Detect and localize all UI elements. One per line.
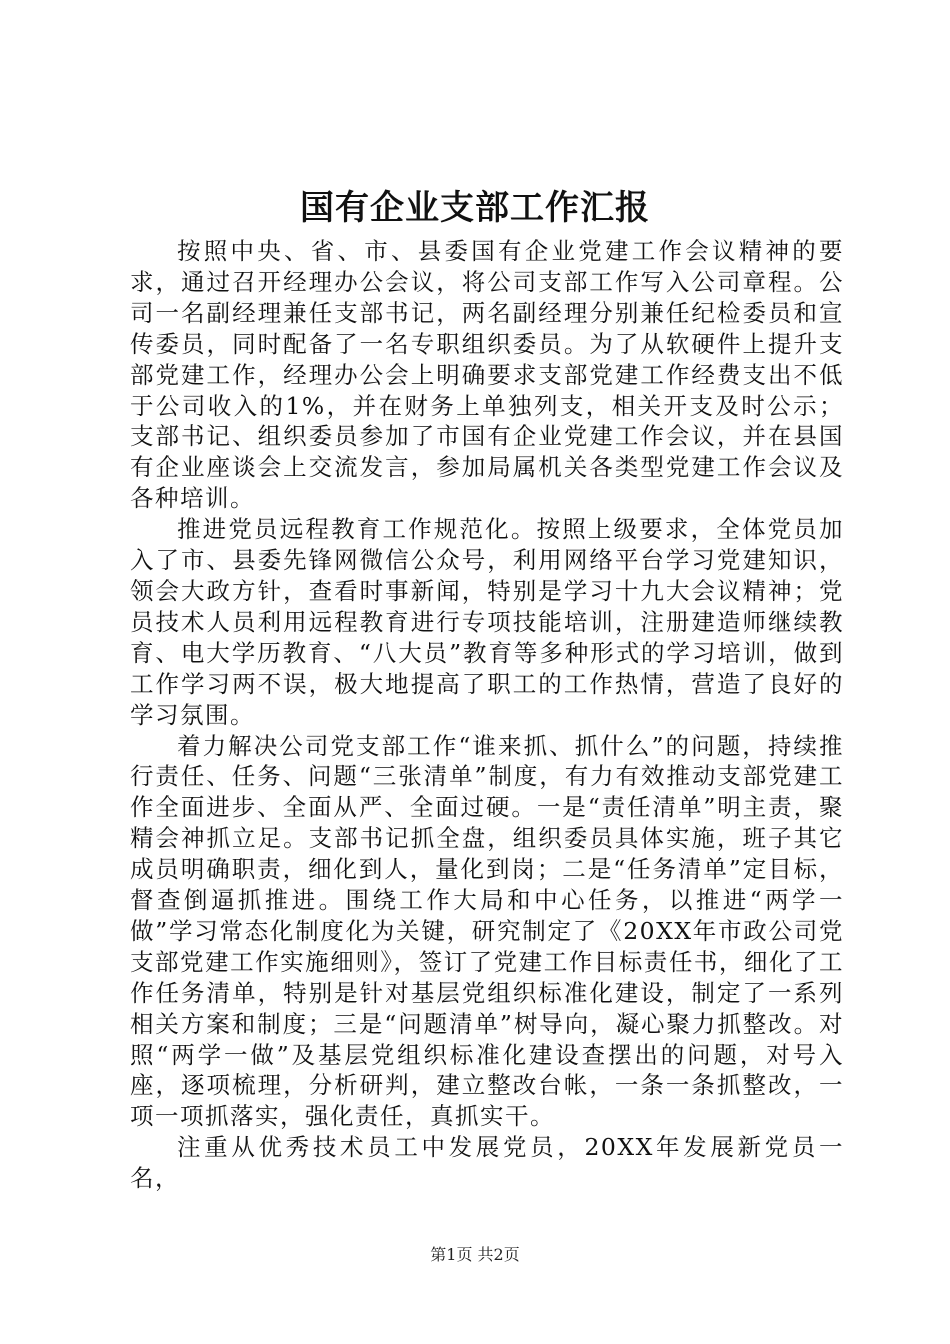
document-title: 国有企业支部工作汇报 xyxy=(300,188,650,228)
page-number-footer: 第1页 共2页 xyxy=(430,1245,520,1264)
paragraph: 着力解决公司党支部工作“谁来抓、抓什么”的问题，持续推行责任、任务、问题“三张清单”制度，有力有效推动支部党建工作全面进步、全面从严、全面过硬。一是“责任清单”明主责，聚精会神抓立足。支部书记抓全盘，组织委员具体实施，班子其它成员明确职责，细化到人，量化到岗；二是“任务清单”定目标，督查倒逼抓推进。围绕工作大局和中心任务，以推进“两学一做”学习常态化制度化为关键，研究制定了《20XX年市政公司党支部党建工作实施细则》，签订了党建工作目标责任书，细化了工作任务清单，特别是针对基层党组织标准化建设，制定了一系列相关方案和制度；三是“问题清单”树导向，凝心聚力抓整改。对照“两学一做”及基层党组织标准化建设查摆出的问题，对号入座，逐项梳理，分析研判，建立整改台帐，一条一条抓整改，一项一项抓落实，强化责任，真抓实干。 xyxy=(130,731,844,1131)
paragraph: 推进党员远程教育工作规范化。按照上级要求，全体党员加入了市、县委先锋网微信公众号，利用网络平台学习党建知识，领会大政方针，查看时事新闻，特别是学习十九大会议精神；党员技术人员利用远程教育进行专项技能培训，注册建造师继续教育、电大学历教育、“八大员”教育等多种形式的学习培训，做到工作学习两不误，极大地提高了职工的工作热情，营造了良好的学习氛围。 xyxy=(130,515,844,729)
document-body xyxy=(130,236,844,1194)
paragraph: 注重从优秀技术员工中发展党员，20XX年发展新党员一名， xyxy=(130,1133,844,1193)
paragraph: 按照中央、省、市、县委国有企业党建工作会议精神的要求，通过召开经理办公会议，将公司支部工作写入公司章程。公司一名副经理兼任支部书记，两名副经理分别兼任纪检委员和宣传委员，同时配备了一名专职组织委员。为了从软硬件上提升支部党建工作，经理办公会上明确要求支部党建工作经费支出不低于公司收入的1%，并在财务上单独列支，相关开支及时公示；支部书记、组织委员参加了市国有企业党建工作会议，并在县国有企业座谈会上交流发言，参加局属机关各类型党建工作会议及各种培训。 xyxy=(130,237,844,513)
